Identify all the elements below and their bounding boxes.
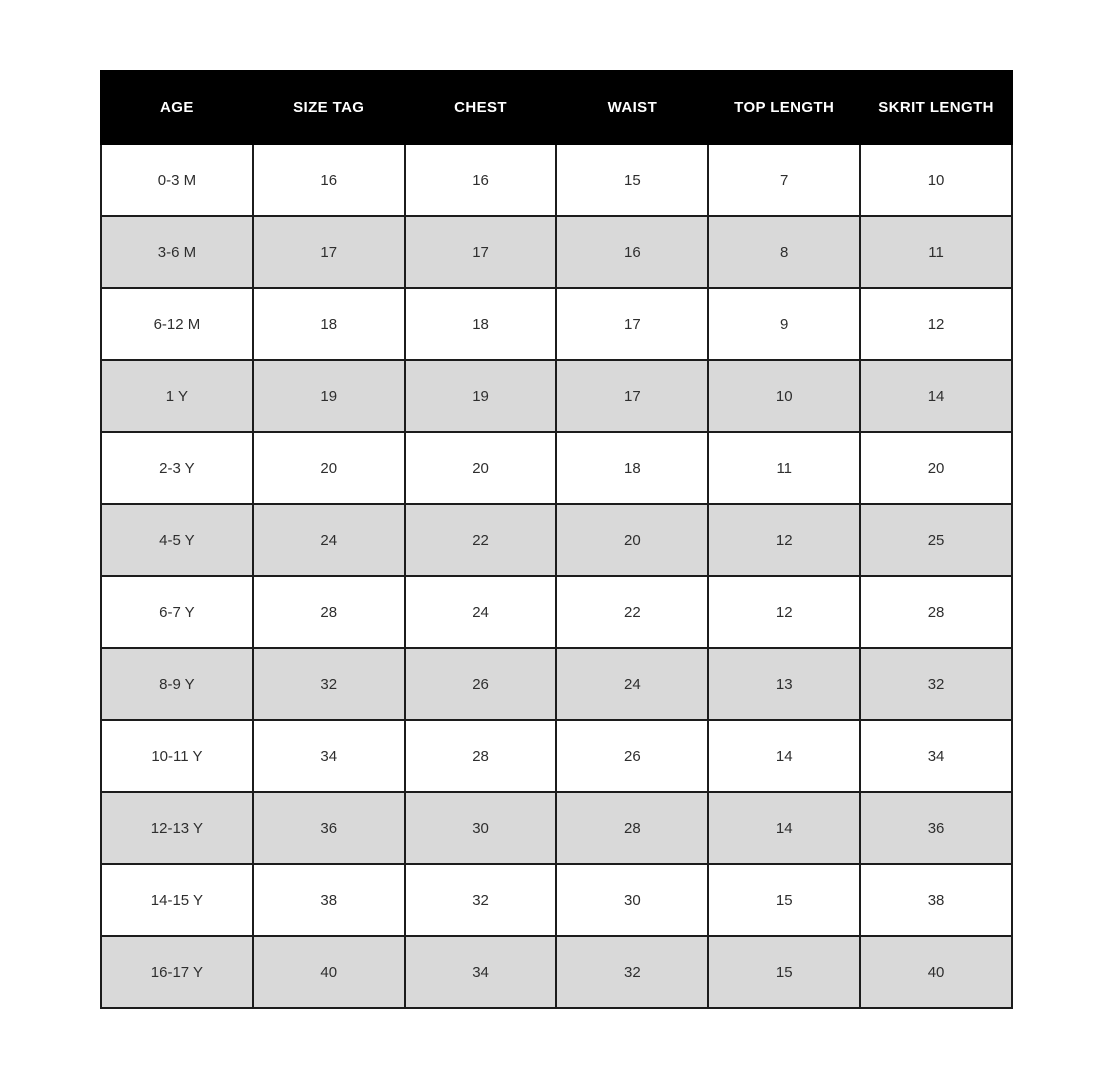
value-cell: 32 [253,648,405,720]
size-table-body [101,144,1012,1008]
value-cell: 17 [405,216,557,288]
value-cell: 24 [556,648,708,720]
value-cell: 20 [556,504,708,576]
size-chart-table [100,70,1013,1009]
header-row [101,71,1012,144]
value-cell: 10 [860,144,1012,216]
age-cell: 14-15 Y [101,864,253,936]
value-cell: 17 [253,216,405,288]
value-cell: 19 [405,360,557,432]
value-cell: 14 [860,360,1012,432]
table-row [101,576,1012,648]
value-cell: 12 [860,288,1012,360]
age-cell: 3-6 M [101,216,253,288]
column-header-top-length: TOP LENGTH [708,71,860,144]
age-cell: 10-11 Y [101,720,253,792]
table-row [101,288,1012,360]
value-cell: 18 [556,432,708,504]
value-cell: 10 [708,360,860,432]
value-cell: 13 [708,648,860,720]
value-cell: 17 [556,360,708,432]
table-row [101,864,1012,936]
value-cell: 38 [253,864,405,936]
value-cell: 12 [708,576,860,648]
value-cell: 16 [253,144,405,216]
table-row [101,504,1012,576]
value-cell: 14 [708,792,860,864]
age-cell: 8-9 Y [101,648,253,720]
value-cell: 26 [405,648,557,720]
table-row [101,936,1012,1008]
value-cell: 24 [405,576,557,648]
table-row [101,360,1012,432]
value-cell: 22 [405,504,557,576]
value-cell: 34 [860,720,1012,792]
value-cell: 30 [556,864,708,936]
value-cell: 11 [860,216,1012,288]
column-header-age: AGE [101,71,253,144]
age-cell: 0-3 M [101,144,253,216]
value-cell: 36 [860,792,1012,864]
table-row [101,216,1012,288]
value-cell: 8 [708,216,860,288]
age-cell: 4-5 Y [101,504,253,576]
column-header-waist: WAIST [556,71,708,144]
value-cell: 12 [708,504,860,576]
value-cell: 25 [860,504,1012,576]
value-cell: 38 [860,864,1012,936]
value-cell: 32 [860,648,1012,720]
value-cell: 40 [860,936,1012,1008]
size-chart-container [100,70,1013,1009]
value-cell: 32 [556,936,708,1008]
column-header-skrit-length: SKRIT LENGTH [860,71,1012,144]
value-cell: 28 [405,720,557,792]
value-cell: 7 [708,144,860,216]
value-cell: 19 [253,360,405,432]
table-header [101,71,1012,144]
value-cell: 17 [556,288,708,360]
value-cell: 20 [253,432,405,504]
value-cell: 15 [708,864,860,936]
value-cell: 14 [708,720,860,792]
value-cell: 40 [253,936,405,1008]
value-cell: 22 [556,576,708,648]
age-cell: 16-17 Y [101,936,253,1008]
value-cell: 15 [708,936,860,1008]
column-header-chest: CHEST [405,71,557,144]
value-cell: 26 [556,720,708,792]
value-cell: 18 [253,288,405,360]
value-cell: 36 [253,792,405,864]
value-cell: 32 [405,864,557,936]
table-row [101,144,1012,216]
value-cell: 15 [556,144,708,216]
value-cell: 30 [405,792,557,864]
value-cell: 28 [253,576,405,648]
column-header-size-tag: SIZE TAG [253,71,405,144]
value-cell: 28 [860,576,1012,648]
value-cell: 11 [708,432,860,504]
age-cell: 6-12 M [101,288,253,360]
value-cell: 34 [253,720,405,792]
age-cell: 2-3 Y [101,432,253,504]
value-cell: 9 [708,288,860,360]
table-row [101,648,1012,720]
age-cell: 1 Y [101,360,253,432]
table-row [101,792,1012,864]
value-cell: 20 [405,432,557,504]
value-cell: 20 [860,432,1012,504]
value-cell: 28 [556,792,708,864]
value-cell: 24 [253,504,405,576]
table-row [101,720,1012,792]
value-cell: 18 [405,288,557,360]
table-row [101,432,1012,504]
age-cell: 6-7 Y [101,576,253,648]
value-cell: 16 [405,144,557,216]
value-cell: 16 [556,216,708,288]
value-cell: 34 [405,936,557,1008]
age-cell: 12-13 Y [101,792,253,864]
